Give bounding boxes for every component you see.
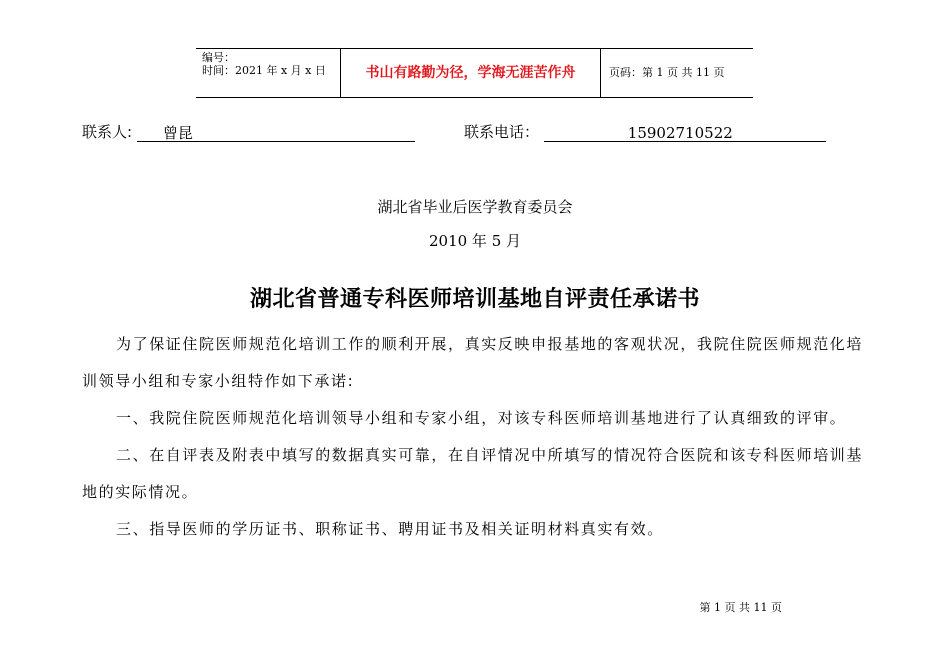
contact-phone-label: 联系电话： bbox=[464, 123, 540, 141]
number-label: 编号： bbox=[202, 51, 235, 64]
paragraph-intro: 为了保证住院医师规范化培训工作的顺利开展，真实反映申报基地的客观状况，我院住院医师规范化培训领导小组和专家小组特作如下承诺: bbox=[82, 335, 864, 390]
document-body bbox=[82, 326, 872, 548]
contact-phone-line bbox=[544, 123, 826, 142]
contact-person-name: 曾昆 bbox=[162, 124, 193, 142]
document-title: 湖北省普通专科医师培训基地自评责任承诺书 bbox=[249, 287, 700, 312]
contact-person bbox=[82, 122, 415, 142]
contact-phone bbox=[464, 122, 826, 142]
paragraph-item-3: 三、指导医师的学历证书、职称证书、聘用证书及相关证明材料真实有效。 bbox=[116, 520, 664, 538]
paragraph-item-1: 一、我院住院医师规范化培训领导小组和专家小组，对该专科医师培训基地进行了认真细致的评审。 bbox=[116, 409, 847, 427]
header-motto: 书山有路勤为径，学海无涯苦作舟 bbox=[341, 49, 601, 97]
contact-person-line bbox=[137, 123, 415, 142]
header-meta bbox=[196, 49, 341, 97]
document-header bbox=[196, 48, 753, 98]
page-footer: 第 1 页 共 11 页 bbox=[699, 601, 782, 614]
contact-phone-number: 15902710522 bbox=[627, 124, 733, 142]
organization-name: 湖北省毕业后医学教育委员会 bbox=[377, 198, 573, 216]
time-label: 时间：2021 年 x 月 x 日 bbox=[202, 64, 326, 77]
header-page-info: 页码：第 1 页 共 11 页 bbox=[609, 66, 725, 79]
document-date: 2010 年 5 月 bbox=[428, 232, 522, 250]
paragraph-item-2: 二、在自评表及附表中填写的数据真实可靠，在自评情况中所填写的情况符合医院和该专科医师培训基地的实际情况。 bbox=[82, 446, 864, 501]
contact-person-label: 联系人: bbox=[82, 123, 133, 141]
